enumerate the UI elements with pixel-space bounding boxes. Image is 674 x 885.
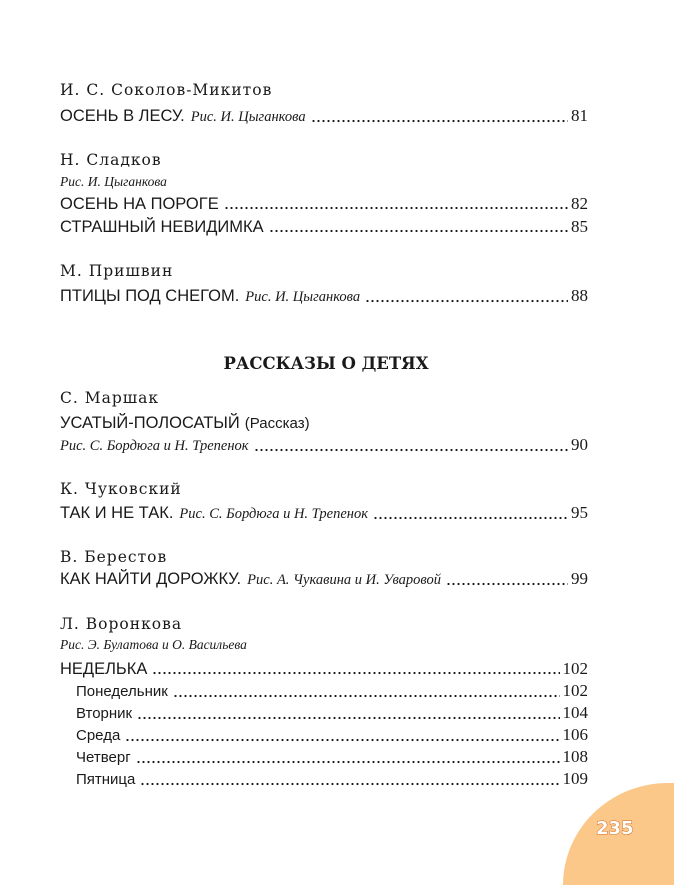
entry-title: ОСЕНЬ В ЛЕСУ. bbox=[60, 107, 185, 125]
entry-note: (Рассказ) bbox=[244, 415, 310, 432]
page-ref: 90 bbox=[571, 435, 588, 454]
illustrator: Рис. И. Цыганкова bbox=[60, 174, 167, 189]
page-number: 235 bbox=[596, 818, 634, 839]
illustrator: Рис. Э. Булатова и О. Васильева bbox=[60, 637, 247, 652]
entry-title: Четверг bbox=[76, 749, 131, 766]
toc-entry[interactable] bbox=[60, 435, 588, 456]
illustrator: Рис. А. Чукавина и И. Уваровой bbox=[247, 572, 441, 588]
toc-entry[interactable] bbox=[60, 659, 588, 679]
toc-entry-title[interactable] bbox=[60, 413, 588, 434]
leader-dots bbox=[269, 229, 568, 233]
page-ref: 104 bbox=[562, 703, 588, 722]
section-heading: РАССКАЗЫ О ДЕТЯХ bbox=[223, 354, 429, 373]
illustrator: Рис. И. Цыганкова bbox=[190, 109, 306, 125]
page-ref: 95 bbox=[571, 503, 588, 522]
toc-subentry[interactable] bbox=[76, 703, 588, 724]
author: К. Чуковский bbox=[60, 480, 182, 498]
toc-entry[interactable] bbox=[60, 194, 588, 214]
illustrator: Рис. С. Бордюга и Н. Трепенок bbox=[60, 438, 249, 454]
entry-title: КАК НАЙТИ ДОРОЖКУ. bbox=[60, 570, 242, 588]
illustrator: Рис. С. Бордюга и Н. Трепенок bbox=[179, 506, 368, 522]
leader-dots bbox=[224, 206, 568, 210]
page-ref: 106 bbox=[562, 725, 588, 744]
toc-subentry[interactable] bbox=[76, 725, 588, 746]
leader-dots bbox=[136, 760, 560, 764]
page-ref: 99 bbox=[571, 569, 588, 588]
author: Н. Сладков bbox=[60, 151, 162, 169]
leader-dots bbox=[373, 516, 568, 520]
entry-title: ОСЕНЬ НА ПОРОГЕ bbox=[60, 195, 219, 213]
leader-dots bbox=[140, 782, 559, 786]
page-ref: 85 bbox=[571, 217, 588, 236]
leader-dots bbox=[173, 694, 560, 698]
page-ref: 81 bbox=[571, 106, 588, 125]
entry-title: Среда bbox=[76, 727, 121, 744]
author: М. Пришвин bbox=[60, 262, 174, 280]
author: С. Маршак bbox=[60, 389, 160, 407]
leader-dots bbox=[125, 738, 559, 742]
entry-title: ТАК И НЕ ТАК. bbox=[60, 504, 174, 522]
leader-dots bbox=[137, 716, 559, 720]
entry-title: УСАТЫЙ-ПОЛОСАТЫЙ bbox=[60, 414, 240, 432]
leader-dots bbox=[311, 119, 568, 123]
leader-dots bbox=[446, 582, 568, 586]
toc-subentry[interactable] bbox=[76, 769, 588, 790]
leader-dots bbox=[254, 448, 568, 452]
toc-entry[interactable] bbox=[60, 569, 588, 590]
toc-entry[interactable] bbox=[60, 217, 588, 237]
entry-title: НЕДЕЛЬКА bbox=[60, 660, 148, 678]
entry-title: Вторник bbox=[76, 705, 133, 722]
page-ref: 102 bbox=[562, 681, 588, 700]
entry-title: Пятница bbox=[76, 771, 136, 788]
toc-entry[interactable] bbox=[60, 106, 588, 127]
author: В. Берестов bbox=[60, 548, 168, 566]
leader-dots bbox=[365, 299, 568, 303]
page-ref: 102 bbox=[562, 659, 588, 678]
entry-title: СТРАШНЫЙ НЕВИДИМКА bbox=[60, 218, 264, 236]
entry-title: Понедельник bbox=[76, 683, 168, 700]
page-ref: 108 bbox=[562, 747, 588, 766]
author: И. С. Соколов-Микитов bbox=[60, 81, 273, 99]
page-ref: 109 bbox=[562, 769, 588, 788]
leader-dots bbox=[152, 671, 559, 675]
author: Л. Воронкова bbox=[60, 615, 183, 633]
toc-entry[interactable] bbox=[60, 503, 588, 524]
page-ref: 88 bbox=[571, 286, 588, 305]
toc-subentry[interactable] bbox=[76, 747, 588, 768]
illustrator: Рис. И. Цыганкова bbox=[245, 289, 361, 305]
toc-subentry[interactable] bbox=[76, 681, 588, 702]
toc-entry[interactable] bbox=[60, 286, 588, 307]
page-ref: 82 bbox=[571, 194, 588, 213]
entry-title: ПТИЦЫ ПОД СНЕГОМ. bbox=[60, 287, 240, 305]
